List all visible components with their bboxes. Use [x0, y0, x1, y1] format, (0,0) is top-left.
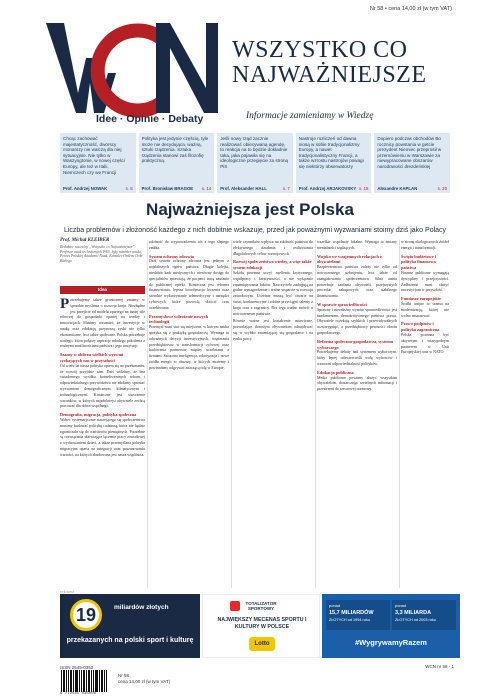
tagline-sections: Idee · Opinie · Debaty — [96, 113, 204, 125]
article-paragraph: Polska powinna być aktywnym i wiarygodnym partnerem w Unii Europejskiej oraz w NATO. — [401, 332, 449, 355]
article-paragraph: Od wielu lat nasza polityka opiera się na przekonaniu, że rozwój przyjdzie sam. Dziś widzimy, że bez świadomego wysiłku, konsekwentnych reform i odpowiedzialnego przywództwa nie zdołamy sprostać wyzwaniom demograficznym, klimatycznym i technologicznym. Konieczne jest stworzenie warunków, w których najzdolniejsi obywatele zechcą pracować dla dobra wspólnego. — [60, 363, 145, 409]
teaser-page: s. 7 — [282, 186, 290, 191]
article-paragraph: Wobec systematycznie starzejącego się społeczeństwa musimy budować politykę rodzinną, która nie będzie ograniczała się do transferów pieniężnych. Potrzebne są rozwiązania ułatwiające łączenie pracy zawodowej z wychowaniem dzieci, a także przemyślana polityka migracyjna oparta na integracji oraz poszanowaniu wartości, na których zbudowana jest nasza wspólnota. — [60, 417, 145, 457]
article-paragraph: Środki unijne to szansa na modernizację, której nie wolno zmarnować. — [401, 301, 449, 318]
stat-prefix: ponad — [329, 603, 341, 608]
article-subheading: W sprawie sprawiedliwości — [317, 301, 367, 307]
bottom-issue-number: Nr 58 — [118, 673, 130, 678]
bottom-issue-price: cena 14,00 zł (w tym VAT) — [118, 679, 171, 684]
barcode-digits: 9 772545 035009 — [60, 692, 97, 696]
article-subheading: Prawo podpisów i polityka zagraniczna — [401, 321, 440, 333]
stat-note: ZŁOTYCH od 2003 roku — [395, 618, 436, 622]
article-subheading: Edukacja publiczna — [317, 369, 354, 375]
totalizator-ad[interactable] — [202, 594, 320, 658]
teaser-author: Prof. Andrzej ARJAKOVSKY — [298, 186, 357, 191]
teaser-page: s. 14 — [201, 186, 212, 191]
column-divider — [399, 240, 400, 588]
article-paragraph: Szkoła powinna uczyć myślenia krytycznego, współpracy i kreatywności, a nie wyłącznie zapamiętywania faktów. Nauczyciele zasługują na godne wynagrodzenie i realne wsparcie w rozwoju zawodowym. Uczelnie muszą być otwarte na świat, konkurencyjne i zdolne przyciągać talenty z kraju oraz z zagranicy. Bez tego trudno mówić o nowoczesnym państwie. — [233, 270, 313, 316]
barcode-icon — [60, 670, 108, 692]
article-subheading: Reforma społeczno-gospodarcza, systemu wyborczego — [317, 338, 394, 350]
article-subheading: Święto budżetowe i polityka finansowa państwa — [401, 253, 437, 271]
article-subheading: System ochrony zdrowia — [149, 253, 194, 259]
article-column-2 — [149, 240, 229, 590]
drop-cap: P — [60, 298, 70, 312]
article-subheading: Szansy w obliczu wielkich wyzwań czekających nas w przyszłości — [60, 352, 124, 363]
article-column-3 — [233, 240, 313, 590]
stat-box — [392, 600, 456, 630]
lotto-logo: Lotto — [249, 637, 275, 651]
section-badge: Idea — [60, 286, 145, 294]
wcn-logo — [46, 18, 226, 118]
main-subhead: Liczba problemów i złożoność każdego z nich dobitnie wskazuje, przed jak poważnymi wyzwaniami stoimy dziś jako Polacy — [63, 227, 447, 234]
hashtag-ad[interactable] — [322, 594, 460, 658]
column-divider — [315, 240, 316, 588]
totalizator-logo-icon — [230, 601, 240, 611]
stat-prefix: ponad — [395, 603, 407, 608]
stat-note: ZŁOTYCH od 1994 roku — [329, 618, 370, 622]
tagline-slogan: Informacje zamieniamy w Wiedzę — [246, 111, 374, 121]
article-subheading: Przemysłowe wdrożenie nowych technologii — [149, 313, 209, 325]
lotto-ball-icon: 19 — [70, 599, 102, 631]
stat-amount: 3,3 MILIARDA — [395, 610, 432, 616]
article-paragraph: wiele czynników wpływa na zdolność państwa do efektywnego działania i realizowania długofalowych celów rozwojowych. — [233, 240, 313, 256]
lotto-ad[interactable] — [60, 594, 200, 658]
teaser-card[interactable] — [60, 133, 136, 193]
teaser-page: s. 8 — [125, 186, 133, 191]
article-paragraph: Bezpieczeństwo państwa zależy nie tylko od nowoczesnego uzbrojenia, lecz także od zaangażowania społeczeństwa. Silna armia potrzebuje zaufania obywateli, przejrzystych procedur zakupowych oraz stabilnego finansowania. — [317, 265, 397, 299]
teaser-card[interactable] — [296, 133, 372, 193]
author-bio: Redaktor naczelny „Wszystko co Najważniejsze”. Profesor nauk technicznych PAN, były minister nauki, Prezes Polskiej Akademii Nauk. Kawaler Orderu Orła Białego — [60, 245, 143, 263]
article-paragraph: Media publiczne powinny służyć wszystkim obywatelom, dostarczając rzetelnych informacji i przestrzeni do rzeczowej rozmowy. — [317, 375, 397, 392]
main-headline: Najważniejsza jest Polska — [146, 200, 354, 219]
column-divider — [147, 240, 148, 588]
article-subheading: Rozwój społeczeństwa wiedzy, a więc także system edukacji — [233, 259, 312, 271]
article-paragraph: wszelkie wspólnoty lokalne. Wymaga to zmiany mentalności rządzących. — [317, 240, 397, 250]
teaser-text: Polityka jest jedynie częścią, tyle może nie decydująca, ważną, sztuki rządzenia. Sztuka rządzenia stanowi zaś filozofię praktyczną. — [141, 136, 209, 164]
masthead-title — [232, 38, 426, 88]
article-paragraph: Dziś system ochrony zdrowia jest jednym z najsłabszych ogniw państwa. Długie kolejki, niedobór kadr medycznych i nierówny dostęp do specjalistów sprawiają, że pacjenci tracą zaufanie do publicznej opieki. Konieczna jest reforma finansowania, lepsza koordynacja leczenia oraz szerokie wykorzystanie telemedycyny i narzędzi cyfrowych, które pozwolą skrócić czas oczekiwania. — [149, 259, 229, 310]
author-name: Prof. Michał KLEIBER — [60, 238, 110, 243]
ad-label: reklama — [60, 590, 75, 594]
teaser-card[interactable] — [139, 133, 215, 193]
article-subheading: Wojsko we wzajemnych relacjach z obywatelami — [317, 253, 382, 265]
article-column-5 — [401, 240, 449, 590]
article-subheading: Fundusze europejskie — [401, 296, 441, 302]
teaser-text: Jeśli nowy rząd zacznie realizować obiecywaną agendę, to reakcja na to będzie dokładnie taka, jaka pojawiła się na ideologiczne przegięcie za stroną PiS — [220, 136, 289, 169]
teaser-page: s. 20 — [437, 186, 447, 191]
article-subheading: Demografia, migracja, polityka społeczna — [60, 412, 137, 418]
page-reference: WCN nr 58 · 1 — [425, 664, 454, 669]
ad-banner[interactable] — [60, 594, 460, 658]
article-paragraph — [60, 298, 145, 350]
article-column-1 — [60, 298, 145, 588]
masthead-title-line1: WSZYSTKO CO — [232, 37, 408, 63]
column-divider — [231, 240, 232, 588]
teaser-author: Prof. Andrzej NOWAK — [63, 186, 108, 191]
issn-number: ISSN 2545-0352 — [60, 665, 94, 670]
article-column-4 — [317, 240, 397, 590]
article-paragraph: Sprawny i niezależny wymiar sprawiedliwości jest fundamentem demokratycznego państwa prawa. Obywatele oczekują szybkich i przewidywalnych rozstrzygnięć, a przedsiębiorcy pewności obrotu gospodarczego. — [317, 307, 397, 335]
article-paragraph: Przemysł musi stać się miejscem, w którym nauka spotyka się z praktyką gospodarczą. Wymaga to odważnych decyzji inwestycyjnych, wspierania przedsiębiorstw w transformacji cyfrowej oraz budowania partnerstw między uczelniami a firmami. Sztuczna inteligencja, robotyzacja i nowe źródła energii to obszary, w których możemy i powinniśmy odgrywać znaczącą rolę w Europie. — [149, 325, 229, 370]
totalizator-logo-text: TOTALIZATOR SPORTOWY — [245, 601, 277, 611]
lotto-amount: miliardów złotych — [114, 604, 169, 611]
article-paragraph: Finanse publiczne wymagają dyscypliny i przejrzystości. Zadłużenie musi służyć inwestycjom w przyszłość. — [401, 270, 449, 293]
article-paragraph: Równie ważne jest kształcenie ustawiczne, pozwalające dorosłym obywatelom odnajdywać się w szybko zmieniającej się gospodarce i na rynku pracy. — [233, 319, 313, 341]
issue-info: Nr 58 • cena 14,00 zł (w tym VAT) — [369, 6, 452, 12]
teaser-author: Prof. Aleksander HALL — [220, 186, 267, 191]
article-paragraph-text: otrzebujemy także gruntownej zmiany w sposobie myślenia o rozwoju kraju. Niezbędne jest przejście od modelu opartego na taniej sile roboczej do gospodarki opartej na wiedzy i innowacjach. Musimy rozumieć, że inwestycje w naukę oraz edukację przynoszą zyski nie tylko ekonomiczne, lecz także społeczne. Polska potrzebuje strategii, która połączy aspiracje młodego pokolenia z realnymi możliwościami państwa i jego instytucji. — [60, 298, 145, 349]
article-paragraph: zdolność do wyprowadzenia ich z tego ślepego zaułka. — [149, 240, 229, 250]
stat-amount: 15,7 MILIARDÓW — [329, 610, 374, 616]
masthead-title-line2: NAJWAŻNIEJSZE — [232, 62, 427, 88]
teaser-card[interactable] — [217, 133, 293, 193]
article-paragraph: Potrzebujemy debaty nad systemem wyborczym, który lepiej odzwierciedli wolę wyborców i wzmocni odpowiedzialność polityków. — [317, 350, 397, 366]
teaser-author: Prof. Bronisław BRAGOE — [141, 186, 194, 191]
lotto-claim: przekazanych na polski sport i kulturę — [66, 637, 194, 644]
stat-box — [326, 600, 390, 630]
campaign-hashtag: #WygrywamyRazem — [355, 638, 427, 647]
teaser-text: Nastroje rozliczeń od dawna niosą w sobie tradycjonalizmy Europy, a nawet tradycjonalistyczny Francji, a także wzrostu nastrojów powagi się niektórzy obserwatorzy — [298, 136, 364, 169]
teaser-author: Alexandre KAPLAN — [377, 186, 418, 191]
teaser-text: Chcąc zachować majestatyczność, dworscy monarszy nie walczą dla niej sytuacyjnie. Nie tylko w Waszyngtonie, w nowej części Europy, ale też w Italii, Niemczech czy we Francji — [63, 136, 125, 175]
teaser-page: s. 15 — [359, 186, 369, 191]
bottom-issue-info — [118, 673, 170, 685]
teaser-text: Dopiero podczas obchodów Bo rocznicy powstania w getcie prezydent Niemiec przeprosił w przemówieniu w Warszawie za niewypracowane obszarów narodowości drezdeńskiej — [377, 136, 442, 169]
totalizator-claim: NAJWIĘKSZY MECENAS SPORTU I KULTURY W POLSCE — [217, 617, 307, 630]
teaser-card[interactable] — [374, 133, 450, 193]
author-block — [60, 238, 145, 263]
article-paragraph: w stronę ekologicznych źródeł energii i transformacji. — [401, 240, 449, 250]
teaser-strip — [60, 133, 450, 193]
